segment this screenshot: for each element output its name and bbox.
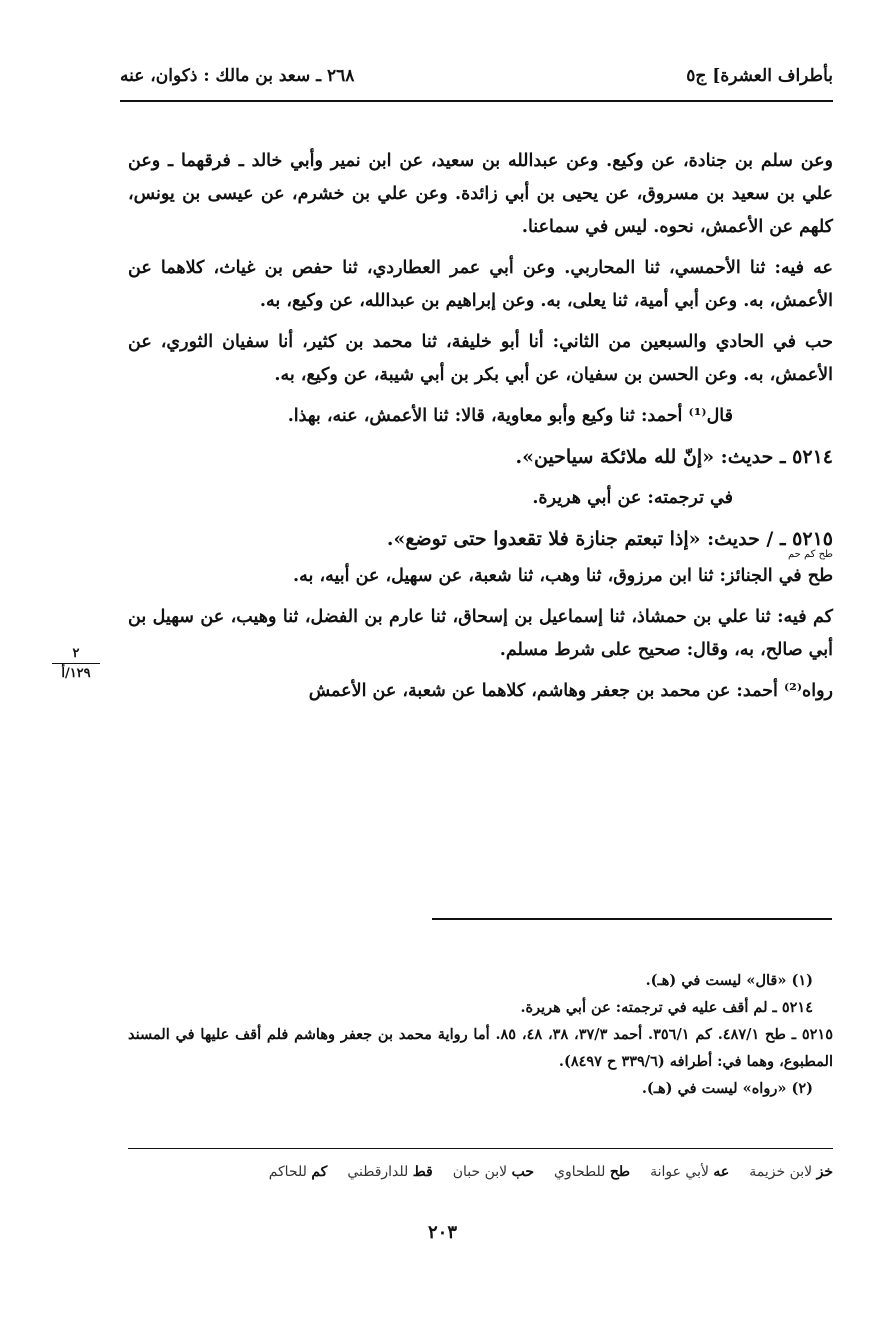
legend-name: للطحاوي (554, 1164, 606, 1180)
legend-name: للحاكم (268, 1164, 307, 1180)
running-header (120, 58, 833, 94)
paragraph: عه فيه: ثنا الأحمسي، ثنا المحاربي. وعن أبي عمر العطاردي، ثنا حفص بن غياث، كلاهما عن الأعمش، به. وعن أبي أمية، ثنا يعلى، به. وعن إبراهيم بن عبدالله، عن وكيع، به. (128, 258, 833, 311)
legend-name: لأبي عوانة (650, 1164, 709, 1180)
paragraph: وعن سلم بن جنادة، عن وكيع. وعن عبدالله بن سعيد، عن ابن نمير وأبي خالد ـ فرقهما ـ وعن علي بن سعيد بن مسروق، عن يحيى بن أبي زائدة. وعن علي بن خشرم، عن عيسى بن يونس، كلهم عن الأعمش، نحوه. ليس في سماعنا. (128, 151, 833, 237)
page-number: ٢٠٣ (427, 1222, 457, 1243)
legend-item (749, 1164, 833, 1180)
paragraph: رواه⁽²⁾ أحمد: عن محمد بن جعفر وهاشم، كلاهما عن شعبة، عن الأعمش (308, 681, 833, 701)
header-book-title: بأطراف العشرة] ج٥ (686, 66, 833, 86)
legend-item (554, 1164, 630, 1180)
footnote: (١) «قال» ليست في (هـ). (645, 972, 813, 989)
legend-item (347, 1164, 432, 1180)
manuscript-folio-note (52, 646, 100, 681)
legend-abbr: خز (816, 1164, 833, 1180)
legend-item (650, 1164, 729, 1180)
paragraph: في ترجمته: عن أبي هريرة. (532, 488, 733, 508)
legend-abbr: حب (511, 1164, 535, 1180)
abbreviation-legend (128, 1164, 833, 1180)
header-divider (120, 100, 833, 102)
footnote-divider (432, 918, 832, 920)
sigla-note: طح كم حم (787, 549, 833, 560)
folio-number: ١٢٩/أ (61, 666, 91, 681)
hadith-heading-5214: ٥٢١٤ ـ حديث: «إنّ لله ملائكة سياحين». (515, 446, 833, 468)
footnote: (٢) «رواه» ليست في (هـ). (641, 1080, 813, 1097)
legend-abbr: قط (412, 1164, 433, 1180)
main-text (128, 145, 833, 716)
legend-name: للدارقطني (347, 1164, 409, 1180)
header-chapter-title: ٢٦٨ ـ سعد بن مالك : ذكوان، عنه (120, 66, 355, 86)
paragraph: حب في الحادي والسبعين من الثاني: أنا أبو خليفة، ثنا محمد بن كثير، أنا سفيان الثوري، عن الأعمش، به. وعن الحسن بن سفيان، عن أبي بكر بن أبي شيبة، عن وكيع، به. (128, 332, 833, 385)
legend-name: لابن حبان (452, 1164, 508, 1180)
legend-abbr: كم (311, 1164, 328, 1180)
footnote: ٥٢١٥ ـ طح ٤٨٧/١. كم ٣٥٦/١. أحمد ٣٧/٣، ٣٨، ٤٨، ٨٥. أما رواية محمد بن جعفر وهاشم فلم أقف عليها في المسند المطبوع، وهما في: أطرافه (٣٣٩/٦ ح ٨٤٩٧). (128, 1026, 833, 1070)
legend-abbr: طح (609, 1164, 631, 1180)
paragraph: طح في الجنائز: ثنا ابن مرزوق، ثنا وهب، ثنا شعبة، عن سهيل، عن أبيه، به. (293, 566, 833, 586)
folio-marker: ٢ (72, 646, 80, 661)
footnotes (128, 967, 833, 1102)
legend-divider (128, 1148, 833, 1149)
legend-abbr: عه (713, 1164, 730, 1180)
hadith-heading-5215: ٥٢١٥ ـ / حديث: «إذا تبعتم جنازة فلا تقعدوا حتى توضع». (386, 528, 833, 550)
folio-divider (52, 663, 100, 664)
legend-item (453, 1164, 534, 1180)
legend-item (269, 1164, 328, 1180)
paragraph: قال⁽¹⁾ أحمد: ثنا وكيع وأبو معاوية، قالا: ثنا الأعمش، عنه، بهذا. (287, 406, 733, 426)
legend-name: لابن خزيمة (749, 1164, 813, 1180)
footnote: ٥٢١٤ ـ لم أقف عليه في ترجمته: عن أبي هريرة. (520, 999, 813, 1016)
paragraph: كم فيه: ثنا علي بن حمشاذ، ثنا إسماعيل بن إسحاق، ثنا عارم بن الفضل، ثنا وهيب، عن سهيل بن أبي صالح، به، وقال: صحيح على شرط مسلم. (128, 607, 833, 660)
